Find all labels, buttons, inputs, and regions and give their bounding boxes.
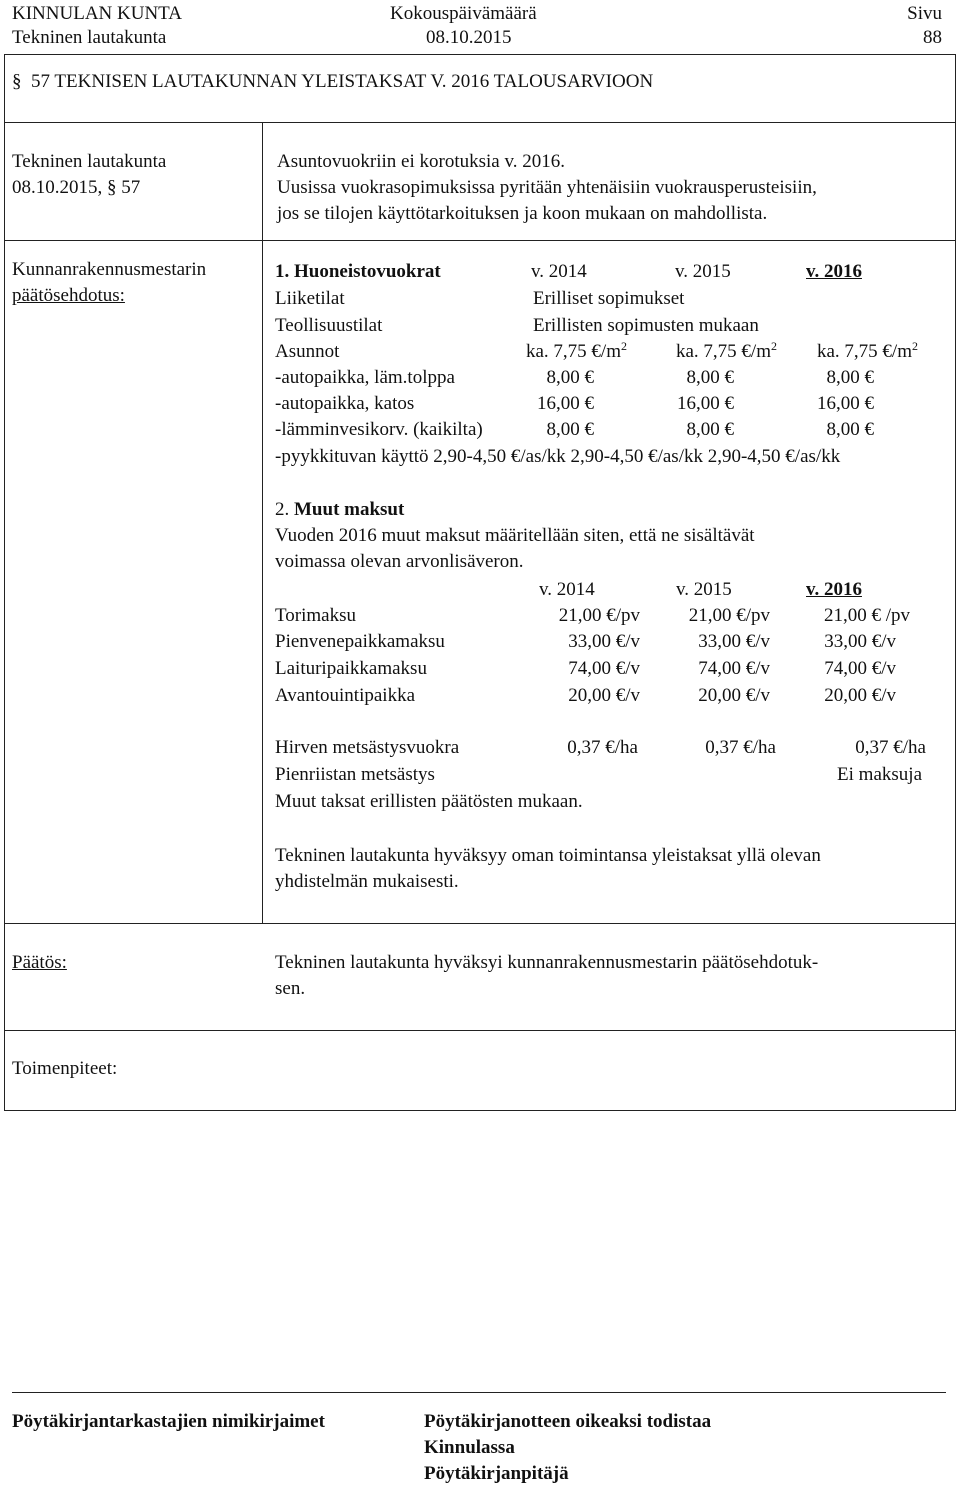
- rent-row-2015: 8,00 €: [686, 419, 734, 440]
- rent-row-label: -lämminvesikorv. (kaikilta): [275, 419, 483, 440]
- section-number: 57: [31, 71, 50, 92]
- meeting-date-label: Kokouspäivämäärä: [390, 3, 537, 24]
- rent-row-2016: 16,00 €: [817, 393, 874, 414]
- fee-row-label: Laituripaikkamaksu: [275, 658, 427, 679]
- other-fees-intro-2: voimassa olevan arvonlisäveron.: [275, 551, 524, 572]
- signatures-label: Pöytäkirjantarkastajien nimikirjaimet: [12, 1411, 325, 1432]
- title-divider: [4, 122, 956, 123]
- asunnot-2014: ka. 7,75 $€/m^2$: [526, 339, 627, 362]
- decision-text-1: Tekninen lautakunta hyväksyi kunnanrakennusmestarin päätösehdotuk-: [275, 952, 819, 973]
- secretary-label: Pöytäkirjanpitäjä: [424, 1463, 569, 1484]
- hunting-2014: 0,37 €/ha: [567, 737, 638, 758]
- fee-row-label: Torimaksu: [275, 605, 356, 626]
- asunnot-label: Asunnot: [275, 341, 340, 362]
- other-fees-heading: 2. Muut maksut: [275, 499, 405, 520]
- asunnot-2015: ka. 7,75 $€/m^2$: [676, 339, 777, 362]
- fees-col-2016: v. 2016: [806, 579, 862, 600]
- rent-row-2014: 8,00 €: [546, 367, 594, 388]
- fee-row-2015: 20,00 €/v: [698, 685, 770, 706]
- fee-row-2016: 74,00 €/v: [824, 658, 896, 679]
- fee-row-label: Avantouintipaikka: [275, 685, 416, 706]
- other-fees-note: Muut taksat erillisten päätösten mukaan.: [275, 791, 583, 812]
- rents-col-2015: v. 2015: [675, 261, 731, 282]
- teollisuustilat-value: Erillisten sopimusten mukaan: [533, 315, 759, 336]
- proposal-label-2: päätösehdotus:: [12, 285, 125, 306]
- history-board: Tekninen lautakunta: [12, 151, 167, 172]
- rent-row-2015: 8,00 €: [686, 367, 734, 388]
- top-border: [4, 54, 956, 55]
- history-divider: [4, 240, 956, 241]
- page-label: Sivu: [907, 3, 942, 24]
- rents-col-2014: v. 2014: [531, 261, 587, 282]
- page-number: 88: [923, 27, 942, 48]
- hunting-label: Hirven metsästysvuokra: [275, 737, 460, 758]
- history-line-1: Asuntovuokriin ei korotuksia v. 2016.: [277, 151, 565, 172]
- certify-label: Pöytäkirjanotteen oikeaksi todistaa: [424, 1411, 712, 1432]
- fee-row-2016: 21,00 € /pv: [823, 605, 910, 626]
- rent-row-2016: 8,00 €: [826, 367, 874, 388]
- hunting-2015: 0,37 €/ha: [705, 737, 776, 758]
- fee-row-2016: 33,00 €/v: [824, 631, 896, 652]
- rents-heading: 1. Huoneistovuokrat: [275, 261, 441, 282]
- fee-row-2015: 74,00 €/v: [698, 658, 770, 679]
- right-border: [955, 54, 956, 1111]
- rent-row-2015: 16,00 €: [677, 393, 734, 414]
- section-heading: TEKNISEN LAUTAKUNNAN YLEISTAKSAT V. 2016 TALOUSARVIOON: [54, 71, 654, 92]
- small-game-label: Pienriistan metsästys: [275, 764, 435, 785]
- rents-col-2016: v. 2016: [806, 261, 862, 282]
- other-fees-intro-1: Vuoden 2016 muut maksut määritellään siten, että ne sisältävät: [275, 525, 755, 546]
- history-line-2: Uusissa vuokrasopimuksissa pyritään yhtenäisiin vuokrausperusteisiin,: [277, 177, 817, 198]
- rent-row-2014: 16,00 €: [537, 393, 594, 414]
- approval-line-1: Tekninen lautakunta hyväksyy oman toimintansa yleistaksat yllä olevan: [275, 845, 821, 866]
- hunting-2016: 0,37 €/ha: [855, 737, 926, 758]
- fee-row-2014: 74,00 €/v: [568, 658, 640, 679]
- municipality-name: KINNULAN KUNTA: [12, 3, 182, 24]
- footer-line: [12, 1392, 946, 1393]
- fee-row-2014: 33,00 €/v: [568, 631, 640, 652]
- laundry-row: -pyykkituvan käyttö 2,90-4,50 €/as/kk 2,90-4,50 €/as/kk 2,90-4,50 €/as/kk: [275, 446, 841, 467]
- small-game-value: Ei maksuja: [837, 764, 922, 785]
- history-line-3: jos se tilojen käyttötarkoituksen ja koon mukaan on mahdollista.: [277, 203, 768, 224]
- liiketilat-label: Liiketilat: [275, 288, 345, 309]
- rent-row-label: -autopaikka, katos: [275, 393, 415, 414]
- left-border: [4, 54, 5, 1111]
- board-name: Tekninen lautakunta: [12, 27, 167, 48]
- fees-col-2014: v. 2014: [539, 579, 595, 600]
- liiketilat-value: Erilliset sopimukset: [533, 288, 685, 309]
- fee-row-2014: 20,00 €/v: [568, 685, 640, 706]
- history-ref: 08.10.2015, § 57: [12, 177, 141, 198]
- fee-row-2014: 21,00 €/pv: [558, 605, 640, 626]
- fee-row-2015: 21,00 €/pv: [688, 605, 770, 626]
- decision-text-2: sen.: [275, 978, 306, 999]
- section-symbol: §: [12, 71, 22, 92]
- proposal-divider: [4, 923, 956, 924]
- actions-label: Toimenpiteet:: [12, 1058, 118, 1079]
- teollisuustilat-label: Teollisuustilat: [275, 315, 383, 336]
- proposal-label-1: Kunnanrakennusmestarin: [12, 259, 207, 280]
- decision-divider: [4, 1030, 956, 1031]
- fee-row-2015: 33,00 €/v: [698, 631, 770, 652]
- fees-col-2015: v. 2015: [676, 579, 732, 600]
- fee-row-label: Pienvenepaikkamaksu: [275, 631, 445, 652]
- fee-row-2016: 20,00 €/v: [824, 685, 896, 706]
- rent-row-2014: 8,00 €: [546, 419, 594, 440]
- place-label: Kinnulassa: [424, 1437, 515, 1458]
- column-divider: [262, 122, 263, 924]
- meeting-date: 08.10.2015: [426, 27, 512, 48]
- approval-line-2: yhdistelmän mukaisesti.: [275, 871, 459, 892]
- decision-label: Päätös:: [12, 952, 67, 973]
- asunnot-2016: ka. 7,75 $€/m^2$: [817, 339, 918, 362]
- rent-row-2016: 8,00 €: [826, 419, 874, 440]
- section-title: [12, 70, 653, 94]
- bottom-border: [4, 1110, 956, 1111]
- rent-row-label: -autopaikka, läm.tolppa: [275, 367, 455, 388]
